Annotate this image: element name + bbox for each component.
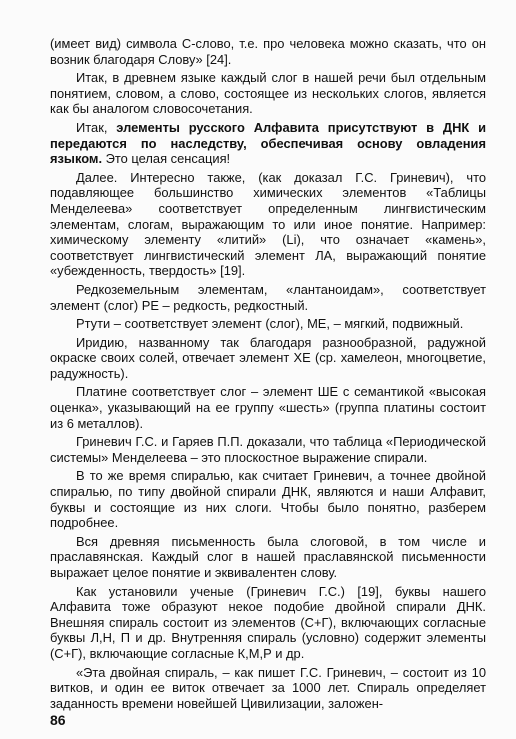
text-run: Далее. Интересно также, (как доказал Г.С. Гриневич), что подавляющее большинство химических элементов «Таблицы Менделеева» соответствует определенным лингвистическим элементам, слогам, выражающим то или иное понятие. Например: химическому элементу «литий» (Li), что означает «камень», соответствует лингвистический элемент ЛА, выражающий понятие «убежденность, твердость» [19]. [50, 169, 486, 279]
paragraph [50, 316, 486, 332]
text-run: Итак, в древнем языке каждый слог в нашей речи был отдельным понятием, словом, а слово, состоящее из нескольких слогов, является как бы аналогом словосочетания. [50, 70, 486, 117]
paragraph [50, 434, 486, 465]
paragraph [50, 534, 486, 581]
text-run: В то же время спиралью, как считает Гриневич, а точнее двойной спиралью, по типу двойной спирали ДНК, являются и наши Алфавит, буквы и состоящие из них слоги. Чтобы было понятно, разберем подробнее. [50, 468, 486, 531]
text-run: «Эта двойная спираль, – как пишет Г.С. Гриневич, – состоит из 10 витков, и один ее виток отвечает за 1000 лет. Спираль определяет заданность времени новейшей Цивилизации, заложен- [50, 664, 486, 711]
paragraph [50, 70, 486, 117]
text-run: Платине соответствует слог – элемент ШЕ с семантикой «высокая оценка», указывающий на ее группу «шесть» (группа платины состоит из 6 металлов). [50, 384, 486, 431]
paragraph [50, 120, 486, 167]
page-number: 86 [50, 712, 66, 728]
body-text [50, 36, 486, 714]
paragraph [50, 584, 486, 662]
text-run: Итак, [76, 119, 117, 135]
bold-text-run: элементы русского Алфавита присутствуют в ДНК и передаются по наследству, обеспечивая основу овладения языком. [50, 119, 487, 167]
paragraph [50, 665, 486, 712]
paragraph [50, 36, 486, 67]
paragraph [50, 335, 486, 382]
text-run: (имеет вид) символа С-слово, т.е. про человека можно сказать, что он возник благодаря Слову» [24]. [50, 36, 486, 67]
text-run: Вся древняя письменность была слоговой, в том числе и праславянская. Каждый слог в нашей праславянской письменности выражает целое понятие и эквивалентен слову. [50, 533, 486, 580]
text-run: Как установили ученые (Гриневич Г.С.) [19], буквы нашего Алфавита тоже образуют некое подобие двойной спирали ДНК. Внешняя спираль состоит из элементов (С+Г), включающих согласные буквы Л,Н, П и др. Внутренняя спираль (условно) содержит элементы (С+Г), включающие согласные К,М,Р и др. [50, 583, 486, 661]
paragraph [50, 170, 486, 279]
paragraph [50, 384, 486, 431]
paragraph [50, 468, 486, 530]
text-run: Редкоземельным элементам, «лантаноидам», соответствует элемент (слог) РЕ – редкость, редкостный. [50, 281, 486, 313]
text-run: Это целая сенсация! [102, 151, 231, 167]
paragraph [50, 282, 486, 313]
text-run: Ртути – соответствует элемент (слог), МЕ, – мягкий, подвижный. [76, 316, 464, 332]
text-run: Иридию, названному так благодаря разнообразной, радужной окраске своих солей, отвечает элемент ХЕ (ср. хамелеон, многоцветие, радужность). [50, 334, 486, 381]
text-run: Гриневич Г.С. и Гаряев П.П. доказали, что таблица «Периодической системы» Менделеева – это плоскостное выражение спирали. [50, 434, 486, 465]
